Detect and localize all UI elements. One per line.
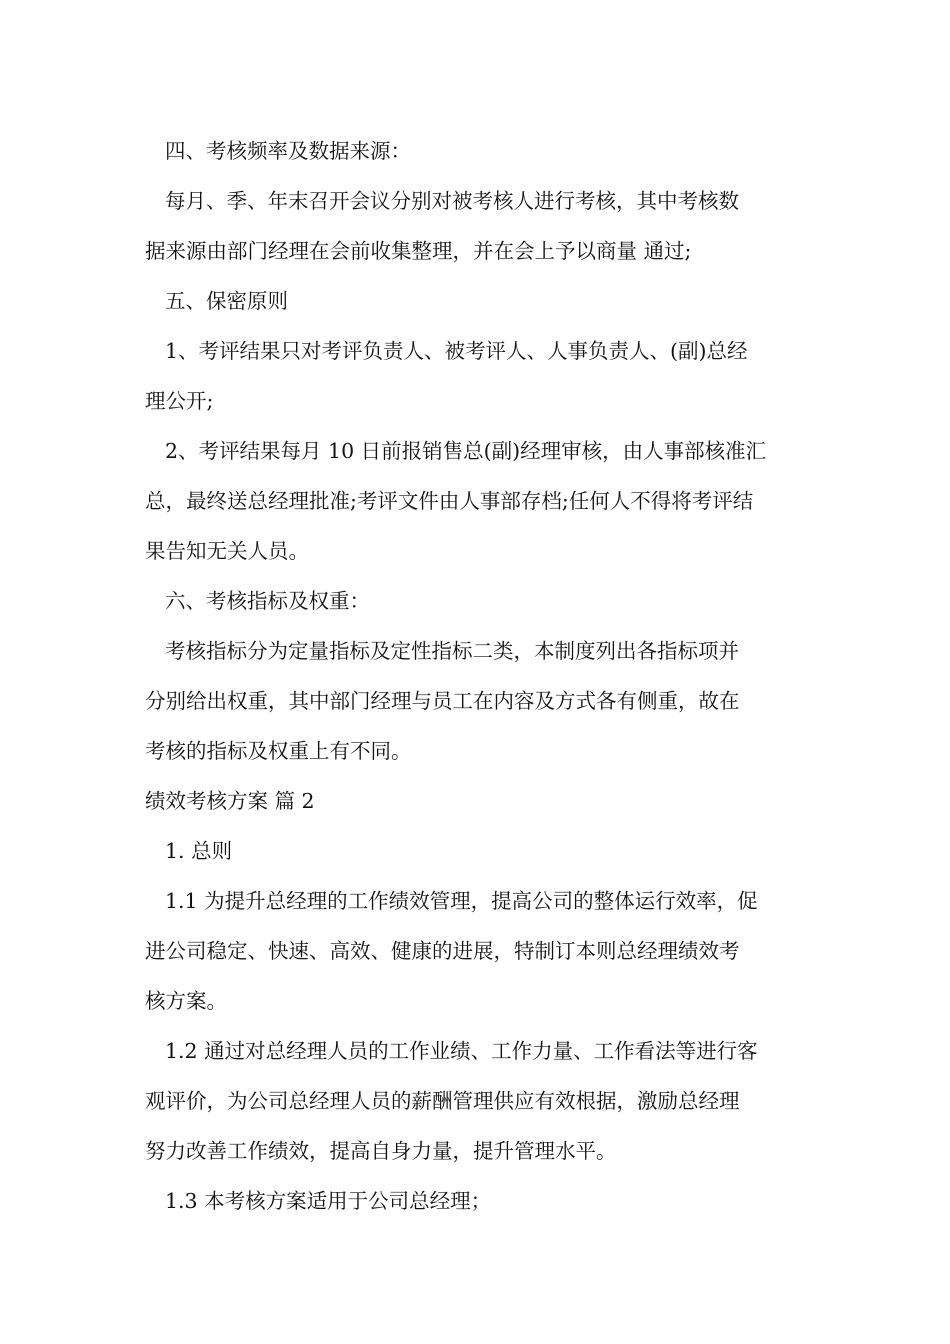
clause-1-1-line: 进公司稳定、快速、高效、健康的进展，特制订本则总经理绩效考 (145, 939, 740, 963)
section5-item1-line: 1、考评结果只对考评负责人、被考评人、人事负责人、(副)总经 (165, 339, 748, 363)
clause-1-1-line: 核方案。 (145, 989, 227, 1013)
part2-title: 绩效考核方案 篇 2 (145, 789, 315, 813)
section5-item2-line: 果告知无关人员。 (145, 539, 309, 563)
section5-item1-line: 理公开; (145, 389, 214, 413)
general-heading: 1. 总则 (165, 839, 233, 863)
clause-1-2-line: 观评价，为公司总经理人员的薪酬管理供应有效根据，激励总经理 (145, 1089, 740, 1113)
section6-text-line: 考核的指标及权重上有不同。 (145, 739, 412, 763)
clause-1-1-line: 1.1 为提升总经理的工作绩效管理，提高公司的整体运行效率，促 (165, 889, 758, 913)
section5-item2-line: 总，最终送总经理批准;考评文件由人事部存档;任何人不得将考评结 (145, 489, 754, 513)
clause-1-2-line: 1.2 通过对总经理人员的工作业绩、工作力量、工作看法等进行客 (165, 1039, 758, 1063)
clause-1-2-line: 努力改善工作绩效，提高自身力量，提升管理水平。 (145, 1139, 617, 1163)
section4-text-line: 每月、季、年末召开会议分别对被考核人进行考核，其中考核数 (165, 189, 739, 213)
clause-1-3-line: 1.3 本考核方案适用于公司总经理； (165, 1189, 492, 1213)
section5-item2-line: 2、考评结果每月 10 日前报销售总(副)经理审核，由人事部核准汇 (165, 439, 767, 463)
section5-heading: 五、保密原则 (165, 289, 288, 313)
section6-heading: 六、考核指标及权重： (165, 589, 370, 613)
section6-text-line: 分别给出权重，其中部门经理与员工在内容及方式各有侧重，故在 (145, 689, 740, 713)
section4-heading: 四、考核频率及数据来源： (165, 139, 411, 163)
section4-text-line: 据来源由部门经理在会前收集整理，并在会上予以商量 通过; (145, 239, 692, 263)
section6-text-line: 考核指标分为定量指标及定性指标二类，本制度列出各指标项并 (165, 639, 739, 663)
